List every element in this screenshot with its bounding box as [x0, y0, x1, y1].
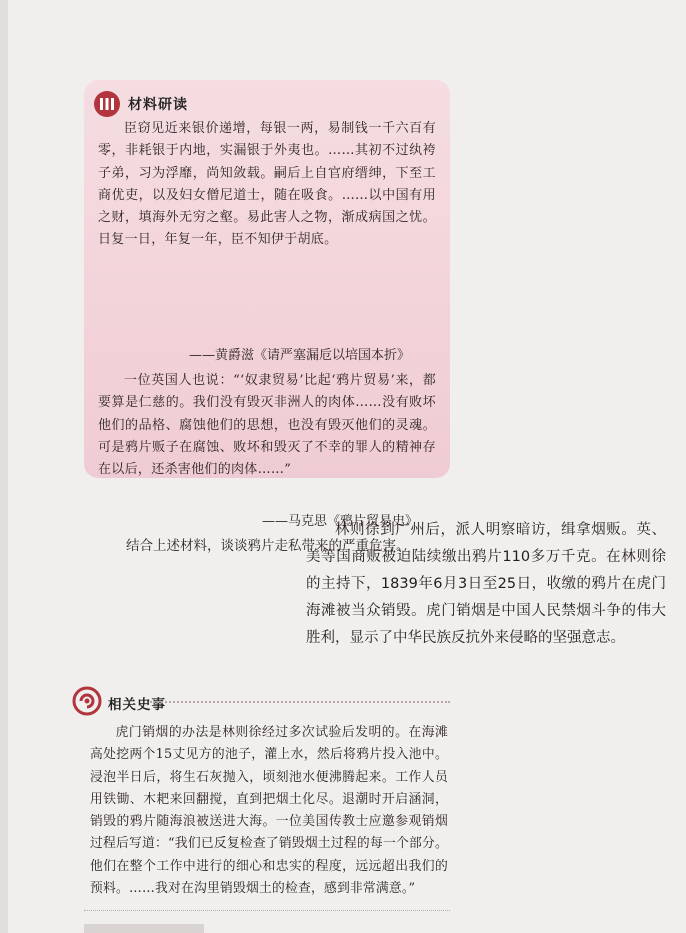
related-history-bottom-divider: [84, 910, 450, 911]
study-badge-icon: [94, 91, 120, 117]
page-footer-strip: [84, 924, 204, 933]
quote-source-huang: ——黄爵滋《请严塞漏卮以培国本折》: [188, 348, 410, 363]
related-history-divider: [150, 701, 450, 703]
page-binding-edge: [0, 0, 8, 933]
material-study-title: 材料研读: [128, 97, 188, 113]
related-history-header: [72, 688, 166, 718]
quote-huang-juezi: 臣窃见近来银价递增，每银一两，易制钱一千六百有零，非耗银于内地，实漏银于外夷也。……其初不过纨袴子弟，习为浮靡，尚知敛载。嗣后上自官府缙绅，下至工商优吏，以及妇女僧尼道士，随在吸食。……以中国有用之财，填海外无穷之壑。易此害人之物，渐成病国之忧。日复一日，年复一年，臣不知伊于胡底。: [98, 121, 436, 248]
material-study-box: [84, 80, 450, 554]
related-history-text: 虎门销烟的办法是林则徐经过多次试验后发明的。在海滩高处挖两个15丈见方的池子，灌上水，然后将鸦片投入池中。浸泡半日后，将生石灰抛入，顷刻池水便沸腾起来。工作人员用铁锄、木耙来回翻搅，直到把烟土化尽。退潮时开启涵洞，销毁的鸦片随海浪被送进大海。一位美国传教士应邀参观销烟过程后写道：“我们已反复检查了销毁烟土过程的每一个部分。他们在整个工作中进行的细心和忠实的程度，远远超出我们的预料。……我对在沟里销毁烟土的检查，感到非常满意。”: [90, 725, 448, 897]
related-history-icon: [72, 686, 102, 720]
quote-source-marx: ——马克思《鸦片贸易史》: [261, 514, 418, 529]
main-body-text: 林则徐到广州后，派人明察暗访，缉拿烟贩。英、美等国商贩被迫陆续缴出鸦片110多万千克。在林则徐的主持下，1839年6月3日至25日，收缴的鸦片在虎门海滩被当众销毁。虎门销烟是中国人民禁烟斗争的伟大胜利，显示了中华民族反抗外来侵略的坚强意志。: [306, 522, 666, 646]
related-history-title: 相关史事: [108, 697, 166, 713]
material-study-header: [94, 90, 188, 118]
quote-marx: 一位英国人也说：“‘奴隶贸易’比起‘鸦片贸易’来，都要算是仁慈的。我们没有毁灭非洲人的肉体……没有败坏他们的品格、腐蚀他们的思想，也没有毁灭他们的灵魂。可是鸦片贩子在腐蚀、败坏和毁灭了不幸的罪人的精神存在以后，还杀害他们的肉体……”: [98, 373, 436, 478]
study-question: 结合上述材料，谈谈鸦片走私带来的严重危害。: [126, 538, 410, 554]
